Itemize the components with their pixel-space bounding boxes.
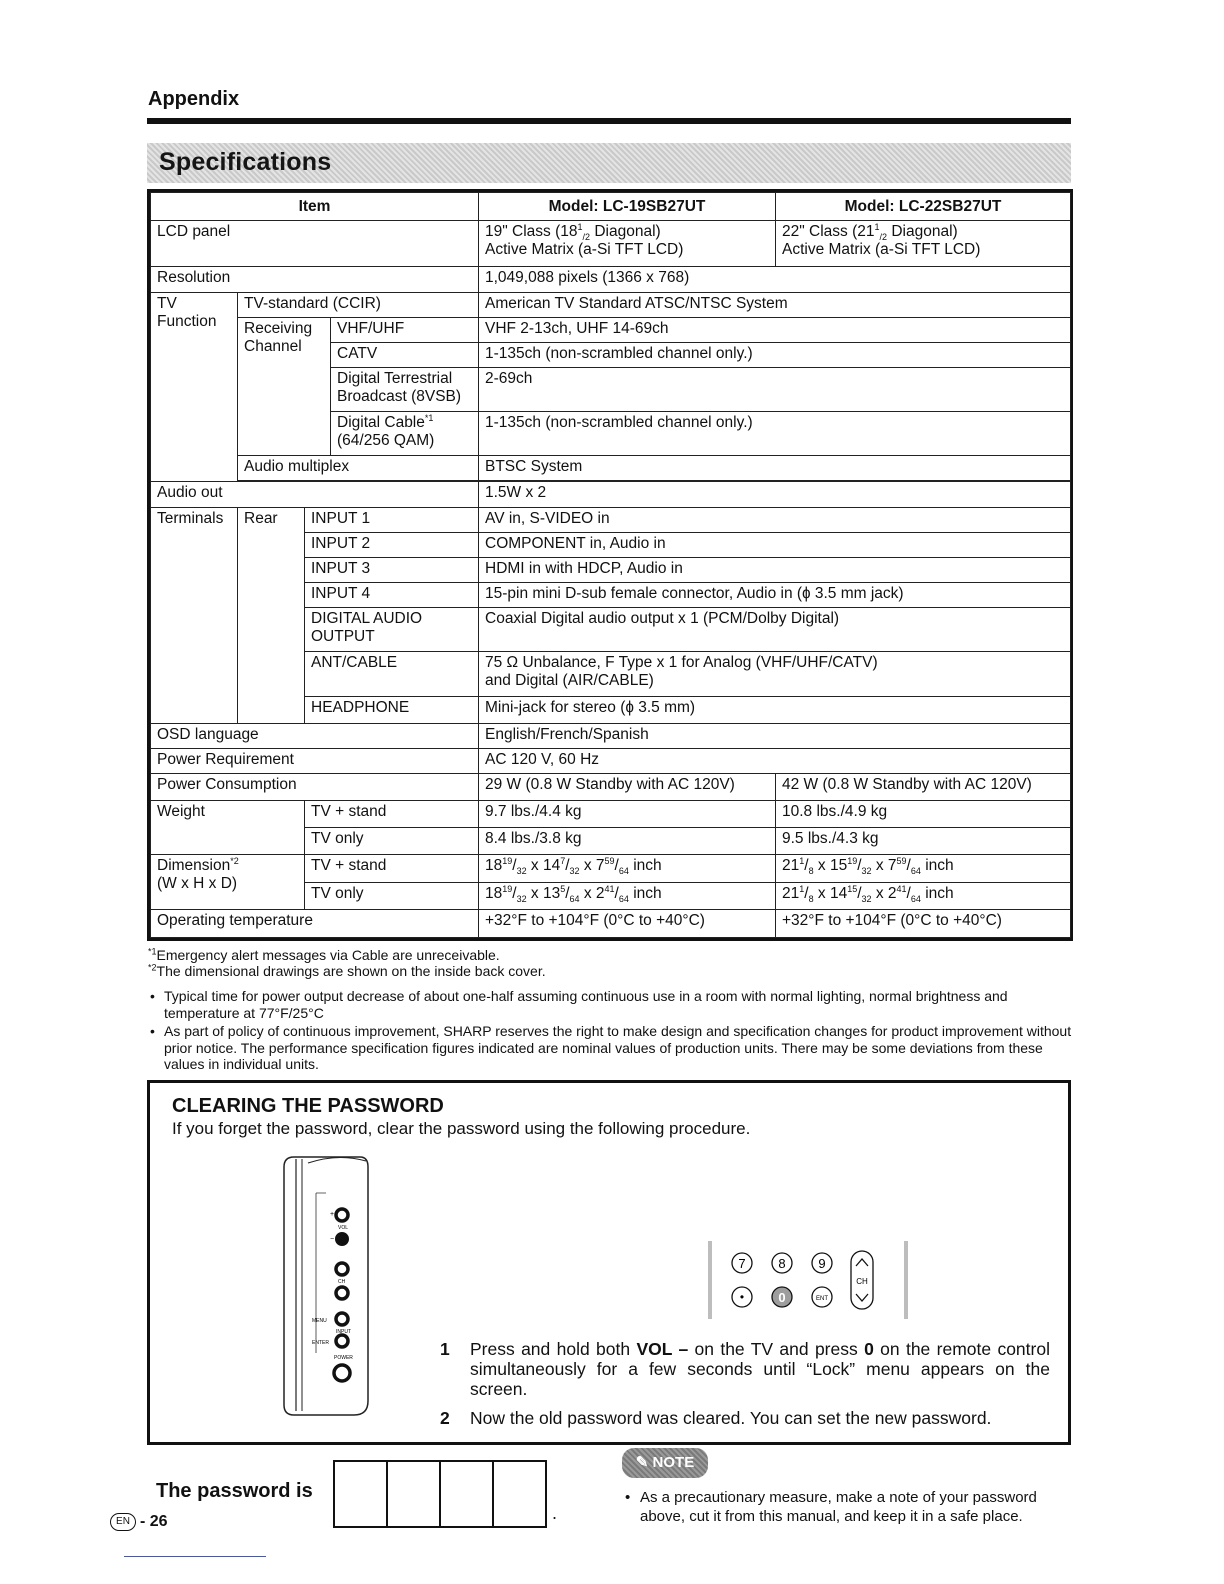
- specifications-table: [147, 189, 1073, 941]
- footnote-2: $^{*2}$The dimensional drawings are shown on the inside back cover.: [148, 962, 546, 979]
- terminal-value: COMPONENT in, Audio in: [479, 532, 1071, 557]
- footnote-1: $^{*1}$Emergency alert messages via Cable are unreceivable.: [148, 946, 500, 963]
- power-requirement-label: Power Requirement: [151, 748, 479, 773]
- remote-keypad-illustration: [708, 1241, 908, 1319]
- password-cell: [494, 1462, 545, 1526]
- header-rule: [147, 118, 1071, 124]
- operating-temperature-m1: +32°F to +104°F (0°C to +40°C): [479, 909, 776, 937]
- dimension-tv-stand-m2: $21^1/_8$ x $15^{19}/_{32}$ x $7^{59}/_{64}$ inch: [776, 855, 1071, 882]
- terminal-value: Coaxial Digital audio output x 1 (PCM/Dolby Digital): [479, 608, 1071, 652]
- tv-standard-label: TV-standard (CCIR): [238, 292, 479, 317]
- vhf-uhf-label: VHF/UHF: [331, 317, 479, 342]
- digital-cable-label: Digital Cable$^{*1}$ (64/256 QAM): [331, 412, 479, 456]
- digital-terrestrial-value: 2-69ch: [479, 367, 1071, 411]
- row-weight-tv-stand: [151, 801, 1071, 828]
- password-label: The password is: [156, 1480, 313, 1502]
- footer-link-line: [124, 1556, 266, 1557]
- audio-multiplex-value: BTSC System: [479, 456, 1071, 481]
- note-text: • As a precautionary measure, make a note of your password above, cut it from this manual, and keep it in a safe place.: [640, 1488, 1070, 1526]
- svg-text:ENTER: ENTER: [312, 1340, 329, 1346]
- svg-text:CH: CH: [856, 1277, 868, 1286]
- terminal-name: INPUT 4: [305, 582, 479, 607]
- operating-temperature-m2: +32°F to +104°F (0°C to +40°C): [776, 909, 1071, 937]
- resolution-label: Resolution: [151, 267, 479, 292]
- appendix-header: Appendix: [148, 88, 240, 110]
- specifications-banner: [147, 143, 1071, 183]
- row-vhf-uhf: [151, 317, 1071, 342]
- terminal-value: 75 Ω Unbalance, F Type x 1 for Analog (VHF/UHF/CATV) and Digital (AIR/CABLE): [479, 652, 1071, 696]
- svg-text:INPUT: INPUT: [336, 1329, 351, 1335]
- password-cell: [441, 1462, 494, 1526]
- svg-text:ENT: ENT: [816, 1296, 828, 1302]
- audio-out-value: 1.5W x 2: [479, 482, 1071, 507]
- digital-terrestrial-label: Digital Terrestrial Broadcast (8VSB): [331, 367, 479, 411]
- footnotes: [148, 947, 1072, 979]
- svg-text:9: 9: [818, 1256, 826, 1271]
- terminal-name: DIGITAL AUDIO OUTPUT: [305, 608, 479, 652]
- clearing-password-intro: If you forget the password, clear the password using the following procedure.: [172, 1119, 751, 1138]
- svg-text:0: 0: [778, 1290, 786, 1305]
- weight-tv-only-m2: 9.5 lbs./4.3 kg: [776, 828, 1071, 855]
- power-requirement-value: AC 120 V, 60 Hz: [479, 748, 1071, 773]
- password-period: .: [552, 1503, 558, 1523]
- weight-tv-stand-label: TV + stand: [305, 801, 479, 828]
- specifications-title: Specifications: [159, 148, 332, 176]
- power-consumption-m1: 29 W (0.8 W Standby with AC 120V): [479, 773, 776, 800]
- col-item-header: Item: [151, 193, 479, 221]
- row-power-consumption: [151, 773, 1071, 800]
- password-write-in-boxes: [333, 1460, 547, 1528]
- page-number: EN - 26: [110, 1513, 168, 1531]
- language-badge: EN: [110, 1513, 136, 1531]
- power-consumption-m2: 42 W (0.8 W Standby with AC 120V): [776, 773, 1071, 800]
- svg-text:VOL: VOL: [338, 1225, 349, 1231]
- svg-text:•: •: [739, 1290, 745, 1304]
- digital-cable-value: 1-135ch (non-scrambled channel only.): [479, 412, 1071, 456]
- row-operating-temperature: [151, 909, 1071, 937]
- col-model2-header: Model: LC-22SB27UT: [776, 193, 1071, 221]
- terminal-name: INPUT 2: [305, 532, 479, 557]
- dimension-tv-only-m1: $18^{19}/_{32}$ x $13^5/_{64}$ x $2^{41}/_{64}$ inch: [479, 882, 776, 909]
- terminal-value: 15-pin mini D-sub female connector, Audio in (ɸ 3.5 mm jack): [479, 582, 1071, 607]
- rear-label: Rear: [238, 507, 305, 723]
- power-consumption-label: Power Consumption: [151, 773, 479, 800]
- weight-tv-only-label: TV only: [305, 828, 479, 855]
- password-cell: [335, 1462, 388, 1526]
- svg-text:MENU: MENU: [312, 1318, 327, 1324]
- notes-list: [148, 988, 1072, 1075]
- svg-text:8: 8: [778, 1256, 786, 1271]
- operating-temperature-label: Operating temperature: [151, 909, 479, 937]
- weight-label: Weight: [151, 801, 305, 855]
- row-osd-language: [151, 723, 1071, 748]
- row-audio-out: [151, 482, 1071, 507]
- weight-tv-stand-m1: 9.7 lbs./4.4 kg: [479, 801, 776, 828]
- tv-function-label: TV Function: [151, 292, 238, 482]
- svg-text:−: −: [330, 1236, 335, 1243]
- tv-side-panel-illustration: [278, 1153, 370, 1419]
- vhf-uhf-value: VHF 2-13ch, UHF 14-69ch: [479, 317, 1071, 342]
- clearing-password-title: CLEARING THE PASSWORD: [172, 1095, 444, 1117]
- row-resolution: [151, 267, 1071, 292]
- row-lcd-panel: [151, 221, 1071, 267]
- terminal-name: HEADPHONE: [305, 696, 479, 723]
- svg-text:7: 7: [738, 1256, 746, 1271]
- tv-standard-value: American TV Standard ATSC/NTSC System: [479, 292, 1071, 317]
- catv-label: CATV: [331, 342, 479, 367]
- terminal-value: HDMI in with HDCP, Audio in: [479, 557, 1071, 582]
- row-audio-multiplex: [151, 456, 1071, 481]
- dimension-tv-stand-label: TV + stand: [305, 855, 479, 882]
- svg-text:POWER: POWER: [334, 1355, 353, 1361]
- terminal-name: ANT/CABLE: [305, 652, 479, 696]
- terminal-name: INPUT 3: [305, 557, 479, 582]
- catv-value: 1-135ch (non-scrambled channel only.): [479, 342, 1071, 367]
- step-2: 2 Now the old password was cleared. You can set the new password.: [440, 1408, 992, 1428]
- audio-multiplex-label: Audio multiplex: [238, 456, 479, 481]
- dimension-tv-only-m2: $21^1/_8$ x $14^{15}/_{32}$ x $2^{41}/_{64}$ inch: [776, 882, 1071, 909]
- row-power-requirement: [151, 748, 1071, 773]
- lcd-panel-label: LCD panel: [151, 221, 479, 267]
- resolution-value: 1,049,088 pixels (1366 x 768): [479, 267, 1071, 292]
- clearing-password-box: [147, 1080, 1071, 1445]
- terminal-value: Mini-jack for stereo (ɸ 3.5 mm): [479, 696, 1071, 723]
- password-cell: [388, 1462, 441, 1526]
- col-model1-header: Model: LC-19SB27UT: [479, 193, 776, 221]
- dimension-tv-stand-m1: $18^{19}/_{32}$ x $14^7/_{32}$ x $7^{59}/_{64}$ inch: [479, 855, 776, 882]
- dimension-tv-only-label: TV only: [305, 882, 479, 909]
- osd-language-value: English/French/Spanish: [479, 723, 1071, 748]
- weight-tv-only-m1: 8.4 lbs./3.8 kg: [479, 828, 776, 855]
- lcd-panel-m1: 19" Class ($18^1_{/2}$ Diagonal) Active Matrix (a-Si TFT LCD): [479, 221, 776, 267]
- row-input1: [151, 507, 1071, 532]
- svg-text:+: +: [330, 1211, 335, 1218]
- osd-language-label: OSD language: [151, 723, 479, 748]
- receiving-channel-label: Receiving Channel: [238, 317, 331, 456]
- audio-out-label: Audio out: [151, 482, 479, 507]
- row-tv-standard: [151, 292, 1071, 317]
- terminals-label: Terminals: [151, 507, 238, 723]
- terminal-name: INPUT 1: [305, 507, 479, 532]
- note-badge: ✎ NOTE: [622, 1448, 708, 1478]
- weight-tv-stand-m2: 10.8 lbs./4.9 kg: [776, 801, 1071, 828]
- terminal-value: AV in, S-VIDEO in: [479, 507, 1071, 532]
- list-item: • As part of policy of continuous improvement, SHARP reserves the right to make design and specification changes for product improvement without prior notice. The performance specification figures indicated are nominal values of production units. There may be some deviations from these values in individual units.: [148, 1023, 1072, 1073]
- step-1: 1 Press and hold both VOL – on the TV and press 0 on the remote control simultaneously for a few seconds until “Lock” menu appears on the screen.: [440, 1339, 1050, 1399]
- row-dimension-tv-stand: [151, 855, 1071, 882]
- dimension-label: Dimension$^{*2}$ (W x H x D): [151, 855, 305, 909]
- list-item: • Typical time for power output decrease of about one-half assuming continuous use in a room with normal lighting, normal brightness and temperature at 77°F/25°C: [148, 988, 1072, 1021]
- lcd-panel-m2: 22" Class ($21^1_{/2}$ Diagonal) Active Matrix (a-Si TFT LCD): [776, 221, 1071, 267]
- note-icon: ✎: [635, 1454, 649, 1471]
- svg-text:CH: CH: [338, 1279, 346, 1285]
